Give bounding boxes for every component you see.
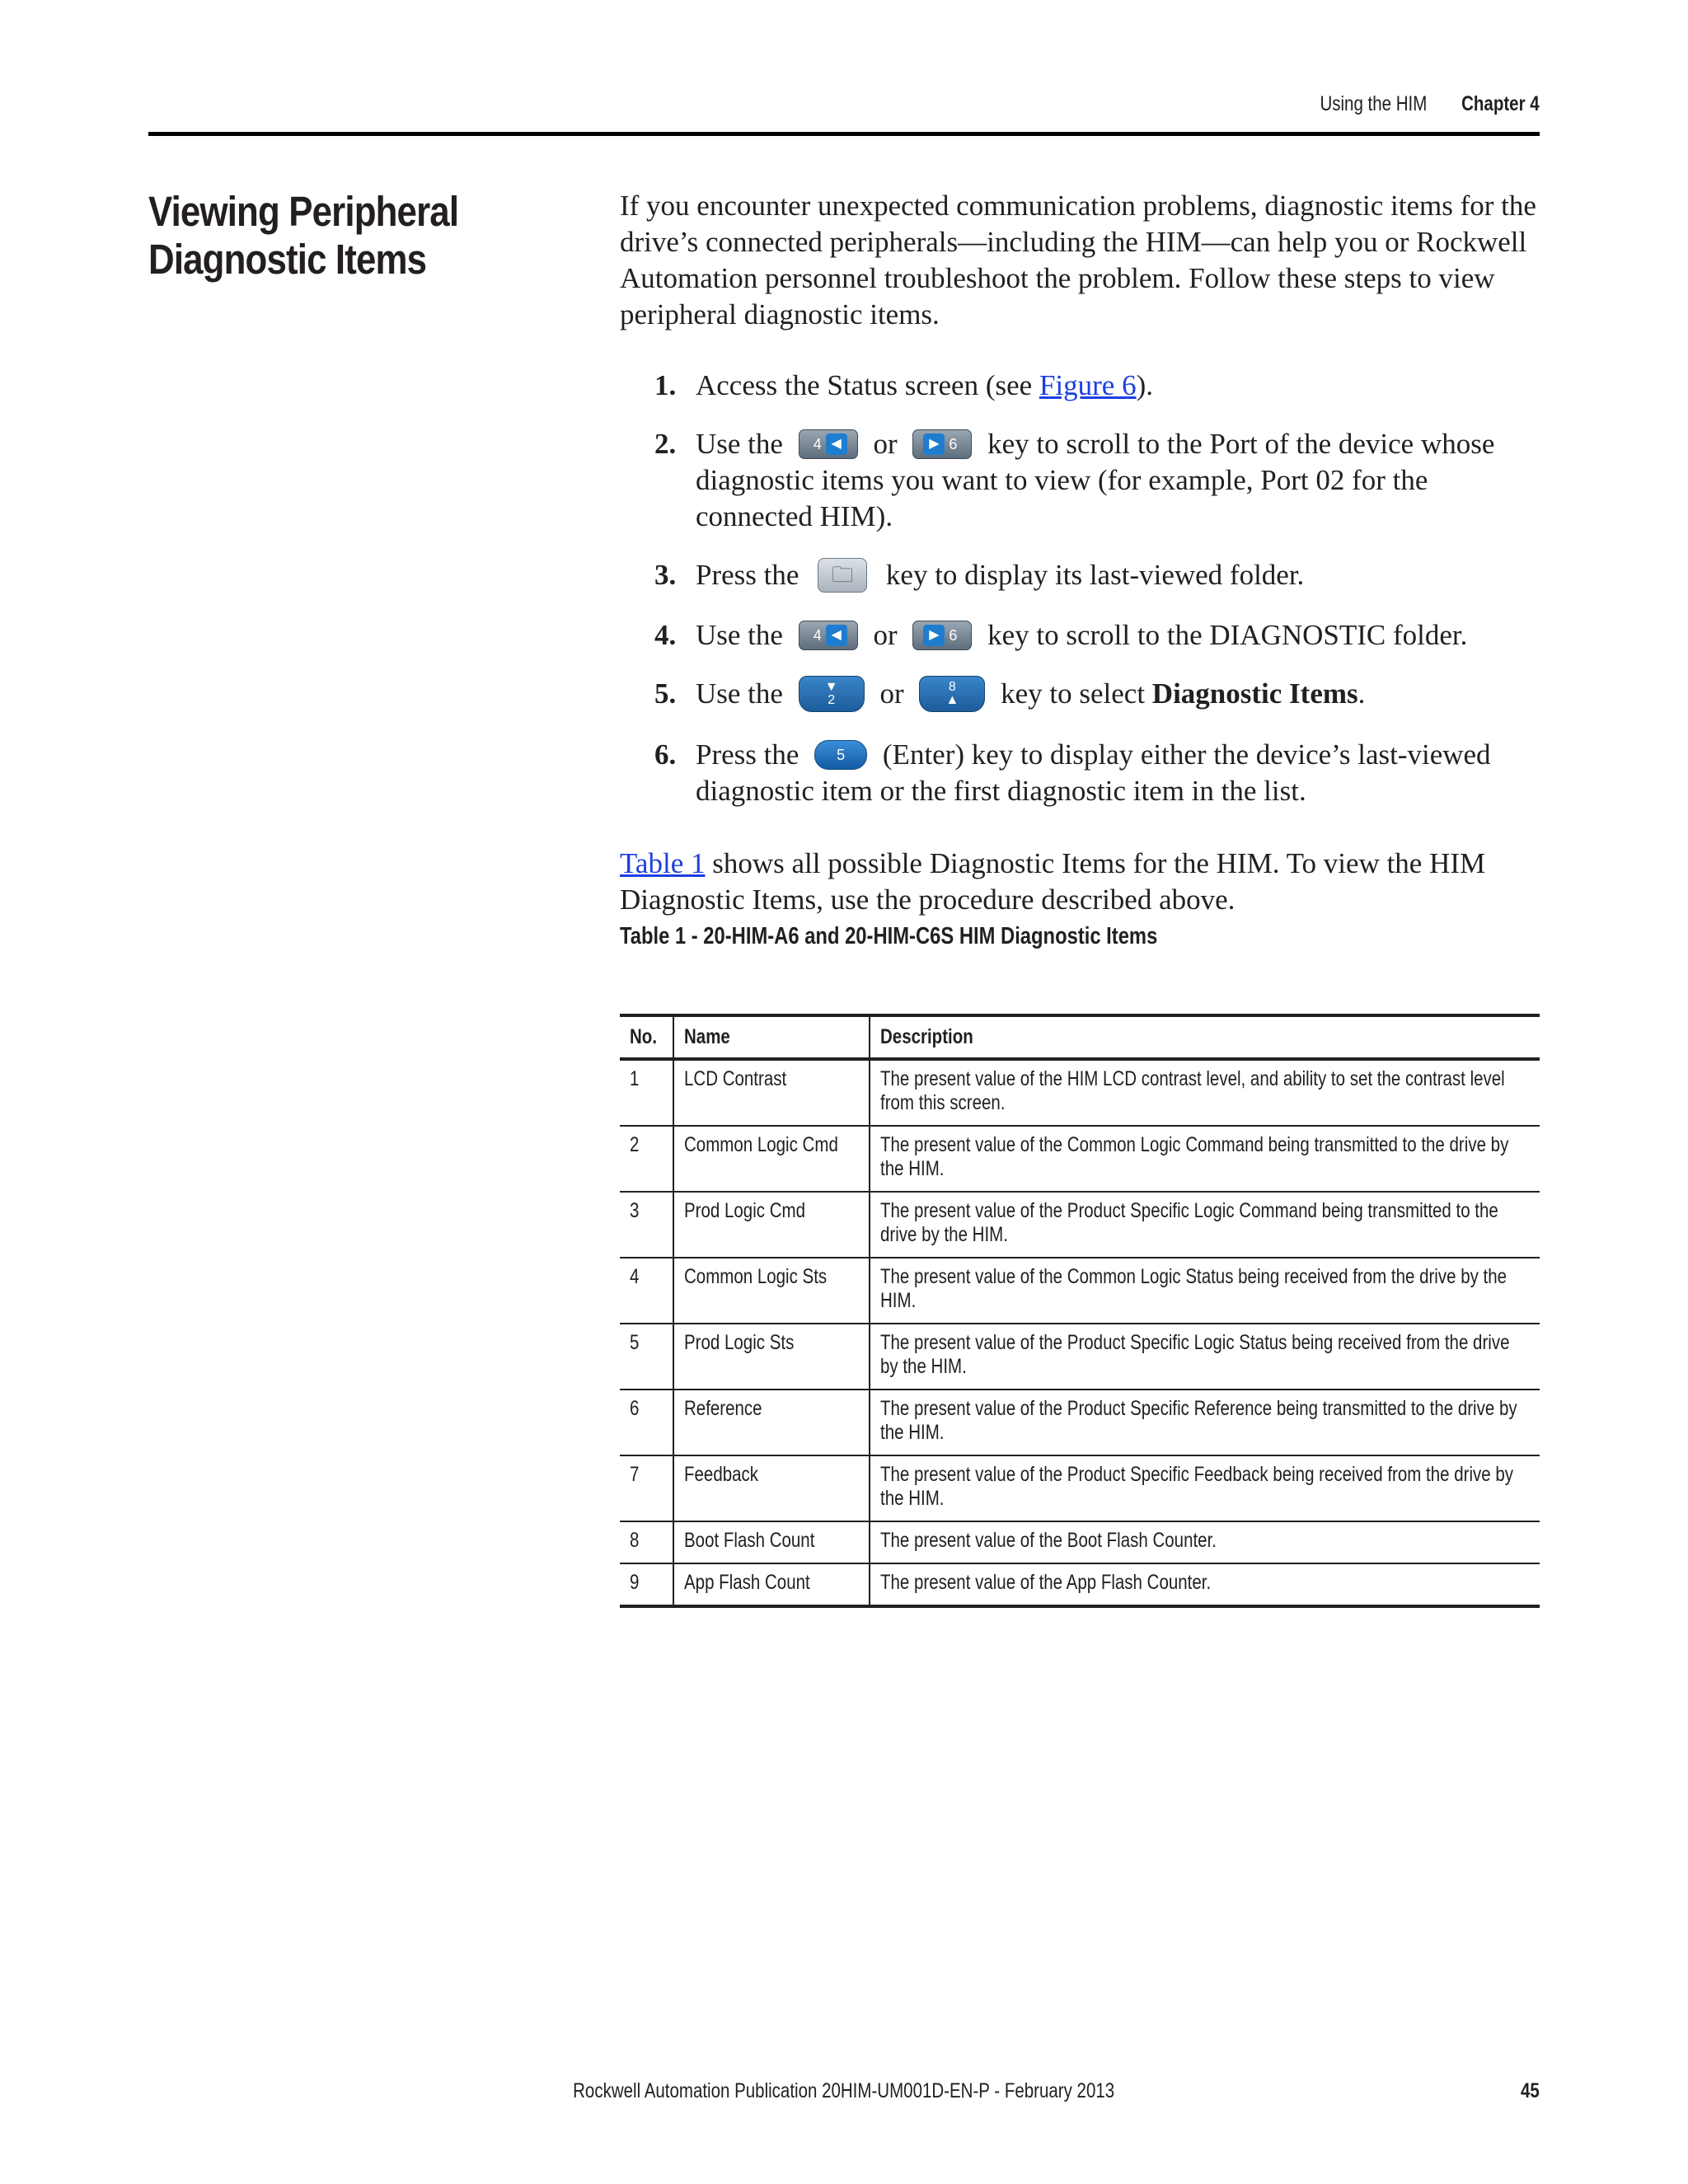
key-number: 4 — [813, 435, 822, 452]
cell-description: The present value of the Product Specific Logic Command being transmitted to the drive by the HIM. — [870, 1192, 1540, 1258]
paragraph-text: shows all possible Diagnostic Items for the HIM. To view the HIM Diagnostic Items, use the procedure described above. — [620, 846, 1486, 916]
step-text: Use the — [696, 618, 783, 651]
step-text: Use the — [696, 677, 783, 710]
folder-key-icon: 🗀 — [818, 558, 867, 593]
main-content — [620, 188, 1540, 954]
cell-no: 2 — [620, 1126, 673, 1192]
table-row — [620, 1059, 1540, 1126]
cell-description: The present value of the Product Specific Reference being transmitted to the drive by the HIM. — [870, 1390, 1540, 1455]
cell-name: Reference — [673, 1390, 870, 1455]
step-number: 1. — [654, 369, 677, 401]
cell-name: LCD Contrast — [673, 1059, 870, 1126]
table-row — [620, 1563, 1540, 1606]
header-rule — [148, 132, 1540, 136]
step-text: or — [873, 618, 898, 651]
cell-description: The present value of the Common Logic Status being received from the drive by the HIM. — [870, 1258, 1540, 1324]
step-number: 2. — [654, 428, 677, 460]
step-text: Press the — [696, 738, 799, 771]
header-section: Using the HIM — [1320, 92, 1428, 115]
key-number: 2 — [828, 692, 836, 707]
table-row — [620, 1258, 1540, 1324]
cell-no: 6 — [620, 1390, 673, 1455]
step-2 — [620, 426, 1540, 535]
step-4 — [620, 617, 1540, 654]
cell-name: Common Logic Cmd — [673, 1126, 870, 1192]
enter-key-icon — [814, 740, 867, 770]
cell-name: Prod Logic Cmd — [673, 1192, 870, 1258]
column-header-description: Description — [870, 1015, 1540, 1059]
cell-name: Feedback — [673, 1455, 870, 1521]
key-number: 4 — [813, 626, 822, 644]
figure-6-link[interactable]: Figure 6 — [1039, 369, 1137, 401]
table-row — [620, 1521, 1540, 1563]
down-arrow-key-icon: ▼ 2 — [799, 676, 865, 712]
table-row — [620, 1192, 1540, 1258]
cell-description: The present value of the Product Specific Logic Status being received from the drive by the HIM. — [870, 1324, 1540, 1390]
table-row — [620, 1126, 1540, 1192]
step-3 — [620, 557, 1540, 595]
header-chapter: Chapter 4 — [1461, 92, 1540, 115]
step-number: 6. — [654, 738, 677, 771]
diagnostic-items-table — [620, 1014, 1540, 1608]
cell-name: Boot Flash Count — [673, 1521, 870, 1563]
key-number: 5 — [837, 746, 846, 763]
table-row — [620, 1455, 1540, 1521]
page-number: 45 — [1521, 2079, 1540, 2102]
left-arrow-key-icon: 4 ◀ — [799, 621, 858, 650]
cell-name: Common Logic Sts — [673, 1258, 870, 1324]
intro-paragraph: If you encounter unexpected communication problems, diagnostic items for the drive’s connected peripherals—including the HIM—can help you or Rockwell Automation personnel troubleshoot the problem. Follow these steps to view peripheral diagnostic items. — [620, 190, 1536, 330]
table-header-row — [620, 1015, 1540, 1059]
table-row — [620, 1324, 1540, 1390]
step-text: (Enter) key to display either the device’s last-viewed diagnostic item or the first diagnostic item in the list. — [696, 738, 1491, 807]
step-text: key to select — [1001, 677, 1152, 710]
table-caption: Table 1 - 20-HIM-A6 and 20-HIM-C6S HIM Diagnostic Items — [620, 922, 1158, 949]
right-arrow-key-icon: ▶ 6 — [912, 429, 972, 459]
step-text: key to display its last-viewed folder. — [885, 559, 1305, 591]
cell-no: 8 — [620, 1521, 673, 1563]
steps-list — [620, 368, 1540, 809]
section-title: Viewing Peripheral Diagnostic Items — [148, 188, 459, 283]
step-text: key to scroll to the DIAGNOSTIC folder. — [987, 618, 1468, 651]
cell-description: The present value of the Product Specific Feedback being received from the drive by the HIM. — [870, 1455, 1540, 1521]
step-number: 4. — [654, 618, 677, 651]
column-header-name: Name — [673, 1015, 870, 1059]
cell-description: The present value of the App Flash Counter. — [870, 1563, 1540, 1606]
step-text: Press the — [696, 559, 799, 591]
column-header-no: No. — [620, 1015, 673, 1059]
step-5 — [620, 676, 1540, 715]
cell-no: 5 — [620, 1324, 673, 1390]
step-text: Use the — [696, 428, 783, 460]
step-text: Access the Status screen (see — [696, 369, 1039, 401]
cell-name: Prod Logic Sts — [673, 1324, 870, 1390]
left-arrow-key-icon: 4 ◀ — [799, 429, 858, 459]
cell-description: The present value of the HIM LCD contrast level, and ability to set the contrast level from this screen. — [870, 1059, 1540, 1126]
step-text: ). — [1136, 369, 1153, 401]
key-number: 8 — [948, 679, 956, 694]
key-number: 6 — [949, 626, 958, 644]
step-bold-text: Diagnostic Items — [1151, 677, 1358, 710]
step-text: . — [1357, 677, 1366, 710]
table-1-link[interactable]: Table 1 — [620, 846, 706, 879]
table-row — [620, 1390, 1540, 1455]
key-number: 6 — [949, 435, 958, 452]
step-text: or — [879, 677, 904, 710]
cell-no: 1 — [620, 1059, 673, 1126]
step-6 — [620, 737, 1540, 809]
step-1 — [620, 368, 1540, 404]
cell-no: 3 — [620, 1192, 673, 1258]
cell-no: 4 — [620, 1258, 673, 1324]
step-number: 5. — [654, 677, 677, 710]
table-reference-paragraph — [620, 846, 1540, 918]
cell-no: 9 — [620, 1563, 673, 1606]
step-number: 3. — [654, 559, 677, 591]
step-text: key to scroll to the Port of the device whose diagnostic items you want to view (for example, Port 02 for the connected HIM). — [696, 428, 1495, 532]
cell-description: The present value of the Common Logic Command being transmitted to the drive by the HIM. — [870, 1126, 1540, 1192]
step-text: or — [873, 428, 898, 460]
running-header — [1320, 92, 1540, 116]
right-arrow-key-icon: ▶ 6 — [912, 621, 972, 650]
up-arrow-key-icon: 8 ▲ — [919, 676, 985, 712]
cell-no: 7 — [620, 1455, 673, 1521]
cell-description: The present value of the Boot Flash Counter. — [870, 1521, 1540, 1563]
cell-name: App Flash Count — [673, 1563, 870, 1606]
footer-publication: Rockwell Automation Publication 20HIM-UM001D-EN-P - February 2013 — [573, 2079, 1115, 2102]
